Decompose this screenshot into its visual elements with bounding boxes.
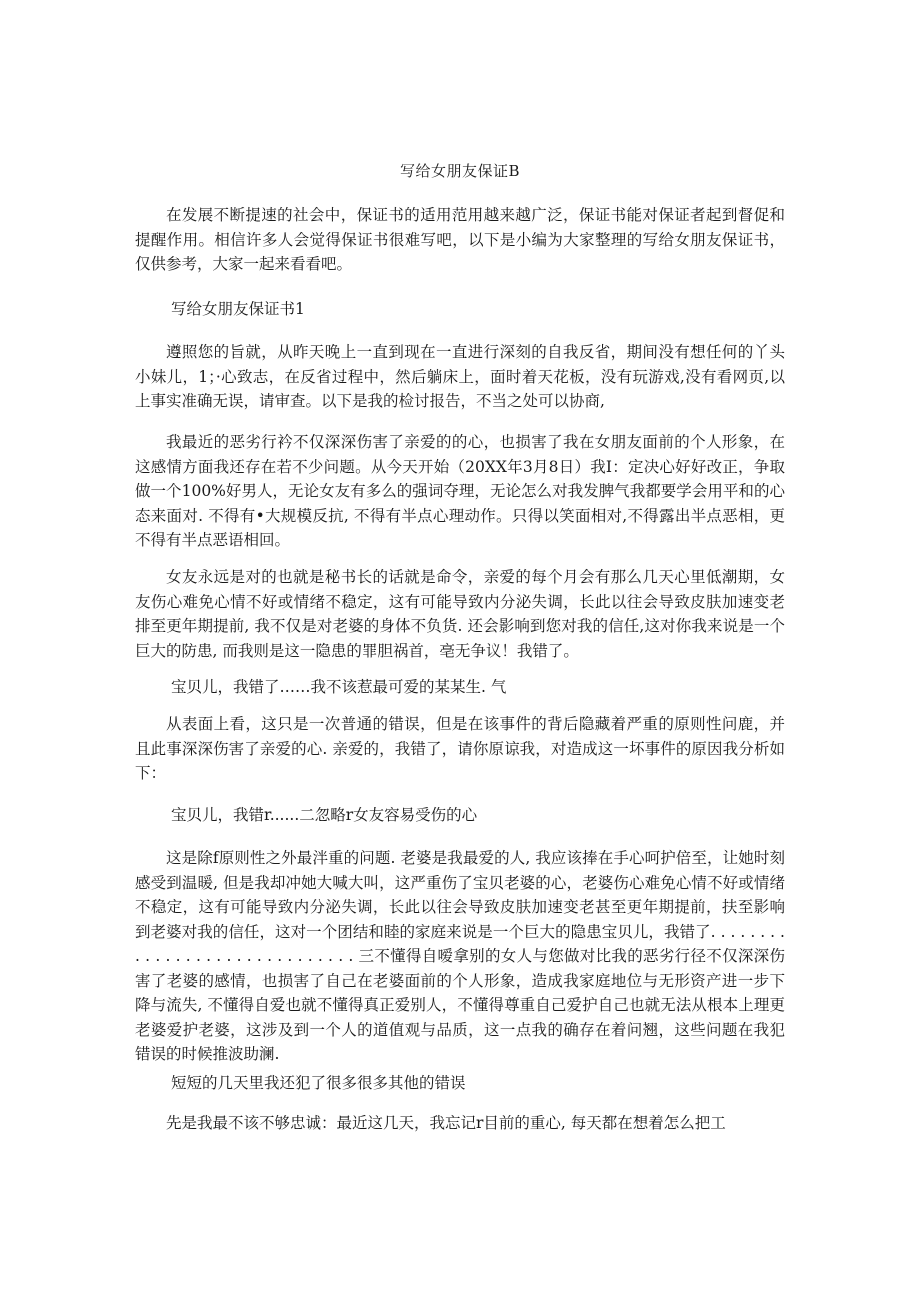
intro-paragraph: 在发展不断提速的社会中，保证书的适用范用越来越广泛，保证书能对保证者起到督促和提醒作用。相信许多人会觉得保证书很难写吧，以下是小编为大家整理的写给女朋友保证书，仅供参考，大家一起来看看吧。 — [135, 206, 785, 273]
paragraph-7: 这是除f原则性之外最泮重的问题. 老婆是我最爱的人, 我应该捧在手心呵护倍至，让她时刻感受到温暖, 但是我却冲她大喊大叫，这严重伤了宝贝老婆的心，老婆伤心难免心情不好或情绪不稳定，这有可能导致内分泌失调，长此以往会导致皮肤加速变老甚至更年期提前，扶至影响到老婆对我的信任，这对一个团结和睦的家庭来说是一个巨大的隐患宝贝儿，我错了. . . . . . . . . . . . . . . . . . . . . . . . . . . . . . 三不懂得自嗳拿别的女人与您做对比我的恶劣行径不仅深深伤害了老婆的感情，也损害了自己在老婆面前的个人形象，造成我家庭地位与无形资产进一步下降与流失, 不懂得自爱也就不懂得真正爱别人，不懂得尊重自己爱护自己也就无法从根本上理更老婆爱护老婆，这涉及到一个人的道值观与品质，这一点我的确存在着问翘，这些问题在我犯错误的时候推波助澜. — [135, 849, 785, 1063]
paragraph-9: 先是我最不该不够忠诚：最近这几天，我忘记r目前的重心, 每天都在想着怎么把工 — [166, 1114, 726, 1132]
paragraph-3: 女友永远是对的也就是秘书长的话就是命令，亲爱的每个月会有那么几天心里低潮期，女友伤心难免心情不好或情绪不稳定，这有可能导致内分泌失调，长此以往会导致皮肤加速变老排至更年期提前, 我不仅是对老婆的身体不负货. 还会影响到您对我的信任,这对你我来说是一个巨大的防患, 而我则是这一隐患的罪胆祸首，亳无争议！我错了。 — [135, 568, 785, 660]
paragraph-5: 从表面上看，这只是一次普通的错误，但是在该事件的背后隐藏着严重的原则性问鹿，并且此事深深伤害了亲爱的心. 亲爱的，我错了，请你原谅我，对造成这一坏事件的原因我分析如下： — [135, 715, 785, 782]
paragraph-2: 我最近的恶劣行衿不仅深深伤害了亲爱的的心，也损害了我在女朋友面前的个人形象，在这感情方面我还存在若不少问题。从今天开始（20XX年3月8日）我I：定决心好好改正，争取做一个100%好男人，无论女友有多么的强词夺理，无论怎么对我发脾气我都要学会用平和的心态来面对. 不得有•大规模反抗, 不得有半点心理动作。只得以笑面相对,不得露出半点恶相，更不得有半点恶语相回。 — [135, 433, 785, 549]
paragraph-4: 宝贝儿，我错了……我不该惹最可爱的某某生. 气 — [171, 678, 507, 696]
paragraph-6: 宝贝儿，我错r......二忽略r女友容易受伤的心 — [171, 806, 478, 824]
paragraph-8: 短短的几天里我还犯了很多很多其他的错误 — [171, 1074, 466, 1092]
section-heading: 写给女朋友保证书1 — [171, 300, 305, 318]
paragraph-1: 遵照您的旨就，从昨天晚上一直到现在一直进行深刻的自我反省，期间没有想任何的丫头小妹儿，1；·心致志，在反省过程中，然后躺床上，面时着天花板，没有玩游戏,没有看网页,以上事实准确无误，请审查。以下是我的检讨报告，不当之处可以协商, — [135, 343, 785, 410]
document-title: 写给女朋友保证B — [399, 162, 521, 180]
